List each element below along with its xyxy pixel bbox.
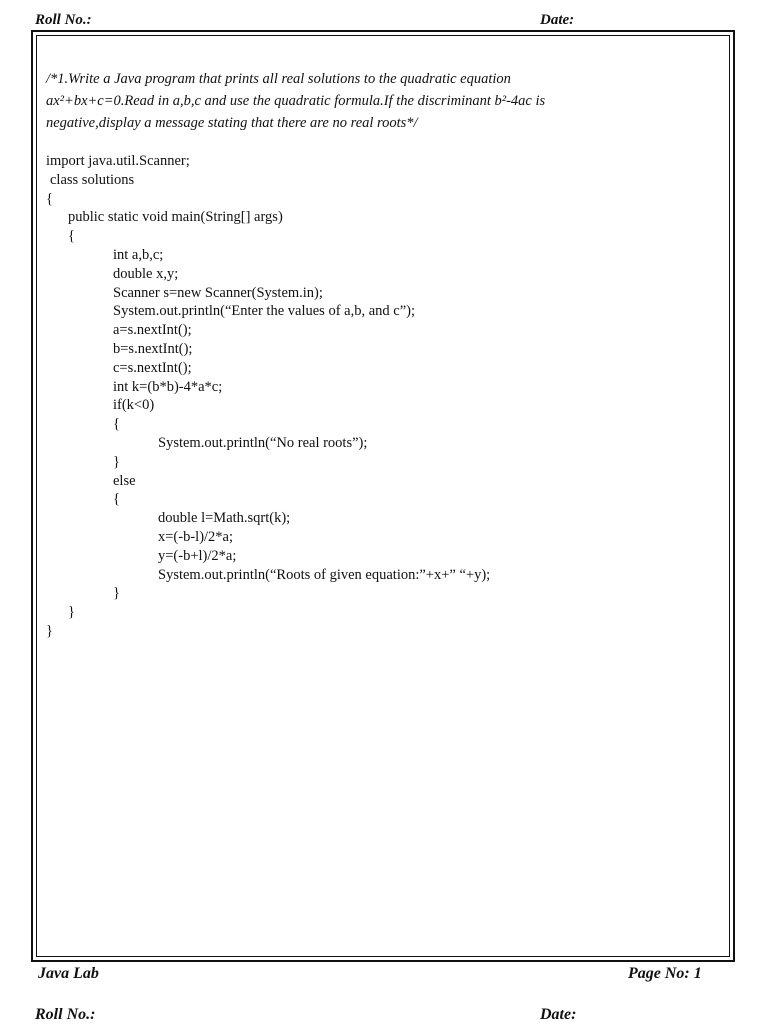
code-line: System.out.println(“Roots of given equation:”+x+” “+y); (158, 566, 491, 583)
code-line: { (46, 190, 53, 207)
roll-no-label: Roll No.: (35, 12, 92, 28)
code-line: { (113, 491, 120, 508)
code-line: c=s.nextInt(); (113, 359, 192, 376)
code-line: double l=Math.sqrt(k); (158, 510, 291, 527)
code-line: } (68, 604, 75, 621)
code-line: System.out.println(“Enter the values of a,b, and c”); (113, 303, 415, 320)
code-listing (46, 152, 490, 641)
course-label: Java Lab (38, 965, 99, 982)
comment-line: negative,display a message stating that there are no real roots*/ (46, 115, 418, 131)
code-line: y=(-b+l)/2*a; (158, 547, 237, 564)
code-line: else (113, 472, 136, 489)
next-date-label: Date: (540, 1006, 577, 1023)
code-line: if(k<0) (113, 397, 155, 414)
code-line: } (113, 585, 120, 602)
code-line: b=s.nextInt(); (113, 340, 193, 357)
code-line: class solutions (50, 171, 135, 188)
code-line: int k=(b*b)-4*a*c; (113, 378, 223, 395)
code-line: Scanner s=new Scanner(System.in); (113, 284, 323, 301)
code-line: } (113, 453, 120, 470)
code-line: int a,b,c; (113, 246, 164, 263)
date-label: Date: (540, 12, 575, 28)
code-line: import java.util.Scanner; (46, 153, 190, 169)
comment-line: /*1.Write a Java program that prints all real solutions to the quadratic equation (46, 71, 511, 87)
comment-line: ax²+bx+c=0.Read in a,b,c and use the quadratic formula.If the discriminant b²-4ac is (46, 93, 546, 109)
code-line: x=(-b-l)/2*a; (158, 528, 234, 545)
code-line: public static void main(String[] args) (68, 209, 283, 226)
problem-comment (46, 68, 706, 134)
code-line: } (46, 622, 53, 639)
next-roll-no-label: Roll No.: (35, 1006, 96, 1023)
page-number: Page No: 1 (628, 965, 702, 982)
code-line: a=s.nextInt(); (113, 322, 192, 339)
code-line: { (68, 228, 75, 245)
code-line: { (113, 416, 120, 433)
code-line: System.out.println(“No real roots”); (158, 434, 368, 451)
code-line: double x,y; (113, 265, 179, 282)
